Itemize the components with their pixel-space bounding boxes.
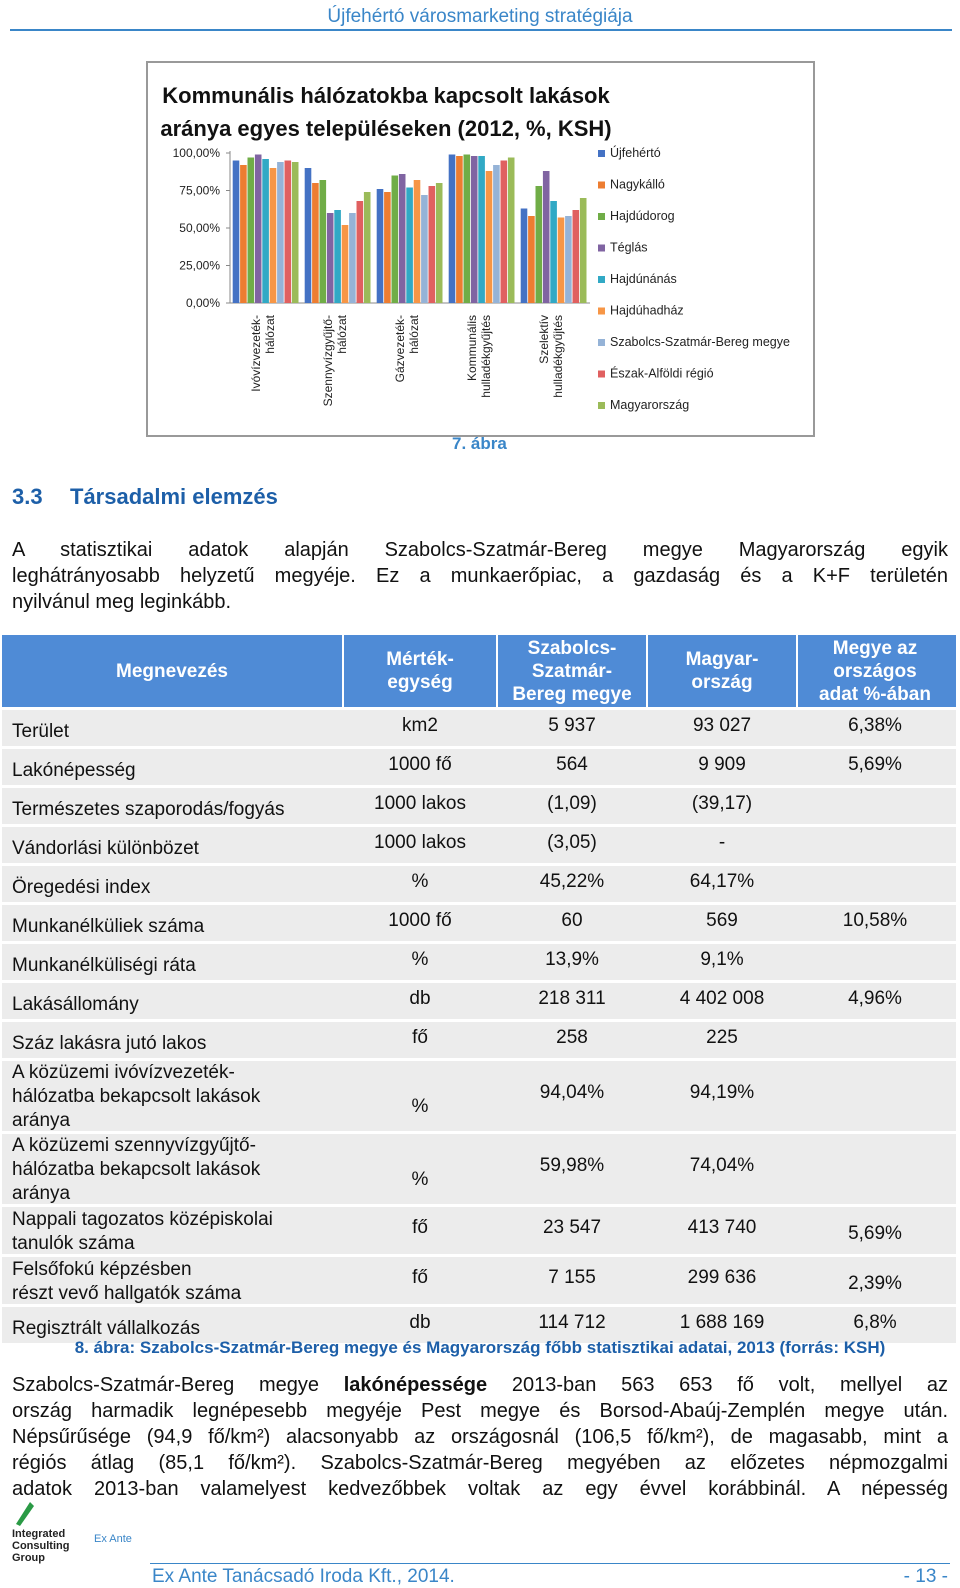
section-number: 3.3 — [12, 484, 43, 509]
bar-chart — [148, 63, 813, 435]
chart-bar — [305, 168, 312, 303]
table-row — [2, 1131, 956, 1204]
cell-unit: 1000 lakos — [374, 793, 466, 814]
cell-unit: % — [411, 1096, 429, 1117]
chart-bar — [248, 158, 255, 304]
paragraph-line: A statisztikai adatok alapján Szabolcs-Szatmár-Bereg megye Magyarország egyik — [12, 539, 948, 561]
table-caption: 8. ábra: Szabolcs-Szatmár-Bereg megye és Magyarország főbb statisztikai adatai, 2013 (forrás: KSH) — [74, 1338, 886, 1357]
chart-bar — [414, 180, 421, 303]
chart-bar — [255, 155, 262, 304]
chart-bar — [384, 192, 391, 303]
chart-bar — [573, 210, 580, 303]
chart-bar — [501, 161, 508, 304]
legend-label: Szabolcs-Szatmár-Bereg megye — [610, 335, 790, 349]
x-category-label: hulladékgyűjtés — [551, 315, 565, 398]
table-row — [2, 863, 956, 902]
legend-swatch — [598, 245, 605, 252]
row-label: Felsőfokú képzésben részt vevő hallgatók száma — [12, 1258, 242, 1304]
section-heading — [12, 484, 278, 510]
paragraph-line: Szabolcs-Szatmár-Bereg megye lakónépessége 2013-ban 563 653 fő volt, mellyel az — [12, 1374, 949, 1396]
chart-bar — [334, 210, 341, 303]
table-row — [2, 707, 956, 746]
cell-unit: % — [411, 871, 429, 892]
chart-bar — [270, 168, 277, 303]
chart-bar — [392, 176, 399, 304]
cell-country: 93 027 — [692, 715, 752, 736]
chart-bar — [349, 213, 356, 303]
chart-bar — [233, 161, 240, 304]
x-category-label: Szelektív — [537, 315, 551, 364]
cell-unit: 1000 lakos — [374, 832, 466, 853]
chart-frame — [146, 61, 815, 437]
cell-country: 9 909 — [698, 754, 746, 775]
row-label: Regisztrált vállalkozás — [12, 1318, 200, 1339]
y-tick-label: 0,00% — [185, 296, 220, 310]
chart-bar — [471, 156, 478, 303]
row-label: Természetes szaporodás/fogyás — [12, 799, 285, 820]
x-category-label: hálózat — [407, 315, 421, 354]
cell-county: 564 — [556, 754, 588, 775]
logo-partner: Ex Ante — [94, 1533, 132, 1545]
cell-county: 114 712 — [538, 1312, 606, 1333]
legend-swatch — [598, 402, 605, 409]
chart-bar — [277, 162, 284, 303]
header-rule — [10, 29, 952, 31]
cell-county: 23 547 — [542, 1216, 602, 1238]
cell-country: - — [718, 832, 726, 853]
cell-county: 218 311 — [538, 988, 606, 1009]
table-row — [2, 941, 956, 980]
logo-mark-icon — [12, 1498, 52, 1528]
chart-bar — [262, 159, 269, 303]
table-row — [2, 980, 956, 1019]
cell-country: (39,17) — [691, 793, 753, 814]
running-header: Újfehértó városmarketing stratégiája — [327, 6, 633, 27]
cell-share: 6,38% — [848, 715, 902, 736]
chart-bar — [528, 216, 535, 303]
cell-county: 59,98% — [539, 1155, 605, 1176]
page-number: - 13 - — [903, 1566, 948, 1587]
table-row — [2, 746, 956, 785]
chart-bar — [399, 174, 406, 303]
cell-unit: % — [411, 1169, 429, 1190]
chart-bar — [429, 186, 436, 303]
section-title: Társadalmi elemzés — [70, 484, 278, 509]
cell-country: 9,1% — [700, 949, 744, 970]
cell-country: 94,19% — [689, 1082, 755, 1103]
chart-bar — [565, 216, 572, 303]
table-row — [2, 785, 956, 824]
cell-unit: fő — [412, 1266, 428, 1288]
row-label: Száz lakásra jutó lakos — [12, 1033, 207, 1054]
chart-title-line: Kommunális hálózatokba kapcsolt lakások — [162, 83, 610, 108]
header-unit: Mérték- egység — [344, 635, 498, 707]
paragraph-line: ország harmadik legnépesebb megyéje Pest megye és Borsod-Abaúj-Zemplén megye után. — [12, 1400, 948, 1422]
cell-share: 2,39% — [848, 1272, 902, 1294]
x-category-label: hálózat — [335, 315, 349, 354]
table-header-row — [2, 635, 956, 707]
chart-bar — [521, 209, 528, 304]
legend-swatch — [598, 339, 605, 346]
cell-county: (1,09) — [547, 793, 597, 814]
y-tick-label: 25,00% — [179, 258, 220, 273]
chart-bar — [342, 225, 349, 303]
cell-country: 225 — [706, 1027, 738, 1048]
statistics-table — [2, 635, 956, 1343]
paragraph-line: leghátrányosabb helyzetű megyéje. Ez a munkaerőpiac, a gazdaság és a K+F területén — [12, 565, 948, 587]
cell-county: 13,9% — [545, 949, 599, 970]
header-county: Szabolcs- Szatmár- Bereg megye — [498, 635, 648, 707]
cell-country: 569 — [706, 910, 738, 931]
x-category-label: Ivóvízvezeték- — [249, 315, 263, 392]
row-label: Lakónépesség — [12, 760, 136, 781]
chart-bar — [493, 165, 500, 303]
legend-swatch — [598, 276, 605, 283]
row-label: A közüzemi ivóvízvezeték- hálózatba bekapcsolt lakások aránya — [12, 1062, 261, 1131]
legend-swatch — [598, 371, 605, 378]
legend-label: Hajdúdorog — [610, 209, 675, 223]
x-category-label: hulladékgyűjtés — [479, 315, 493, 398]
legend-label: Újfehértó — [610, 146, 661, 160]
cell-share: 10,58% — [842, 910, 908, 931]
cell-share: 5,69% — [848, 754, 902, 775]
chart-bar — [449, 155, 456, 304]
cell-country: 299 636 — [687, 1266, 757, 1288]
cell-country: 64,17% — [689, 871, 755, 892]
legend-swatch — [598, 308, 605, 315]
legend-label: Hajdúhadház — [610, 303, 684, 318]
chart-bar — [292, 162, 299, 303]
row-label: Vándorlási különbözet — [12, 838, 199, 859]
cell-county: 94,04% — [539, 1082, 605, 1103]
legend-swatch — [598, 182, 605, 189]
x-category-label: Gázvezeték- — [393, 315, 407, 383]
footer-rule — [150, 1563, 950, 1564]
chart-title-line: aránya egyes településeken (2012, %, KSH) — [160, 116, 612, 141]
row-label: Terület — [12, 721, 70, 742]
cell-county: 5 937 — [548, 715, 596, 736]
y-tick-label: 100,00% — [172, 146, 220, 160]
cell-unit: db — [409, 1312, 431, 1333]
cell-unit: 1000 fő — [388, 910, 452, 931]
cell-unit: db — [409, 988, 431, 1009]
paragraph-line: régiós átlag (85,1 fő/km²). Szabolcs-Szatmár-Bereg megyében az előzetes népmozgalmi — [12, 1452, 948, 1474]
logo-text: Integrated Consulting Group — [12, 1528, 70, 1564]
figure-caption: 7. ábra — [452, 434, 507, 453]
x-category-label: Szennyvízgyűjtő- — [321, 315, 335, 407]
table-row — [2, 902, 956, 941]
chart-bar — [357, 201, 364, 303]
bold-term: lakónépessége — [343, 1374, 488, 1396]
body-paragraph — [12, 1372, 948, 1502]
legend-label: Nagykálló — [610, 177, 665, 192]
cell-county: (3,05) — [547, 832, 597, 853]
chart-bar — [478, 156, 485, 303]
chart-bar — [436, 183, 443, 303]
legend-label: Magyarország — [610, 398, 690, 412]
legend-label: Téglás — [610, 240, 648, 255]
table-row — [2, 824, 956, 863]
chart-bar — [285, 161, 292, 304]
table-body — [2, 707, 956, 1343]
legend-label: Észak-Alföldi régió — [610, 366, 714, 381]
table-row — [2, 1204, 956, 1254]
chart-bar — [543, 171, 550, 303]
company-logo — [12, 1498, 142, 1584]
cell-country: 413 740 — [687, 1216, 757, 1238]
chart-bar — [240, 165, 247, 303]
table-row — [2, 1019, 956, 1058]
paragraph-line: nyilvánul meg leginkább. — [12, 591, 232, 613]
cell-share: 4,96% — [848, 988, 902, 1009]
cell-county: 60 — [561, 910, 583, 931]
paragraph-line: Népsűrűsége (94,9 fő/km²) alacsonyabb az országosnál (106,5 fő/km²), de magasabb, mint a — [12, 1426, 948, 1448]
cell-county: 7 155 — [548, 1266, 596, 1288]
cell-county: 45,22% — [539, 871, 605, 892]
legend-label: Hajdúnánás — [610, 272, 677, 286]
y-tick-label: 75,00% — [179, 183, 220, 198]
chart-bar — [421, 195, 428, 303]
chart-bar — [377, 189, 384, 303]
table-row — [2, 1058, 956, 1131]
legend-swatch — [598, 213, 605, 220]
cell-county: 258 — [556, 1027, 588, 1048]
row-label: Nappali tagozatos középiskolai tanulók száma — [12, 1208, 273, 1254]
header-name: Megnevezés — [2, 635, 344, 707]
intro-paragraph — [12, 537, 948, 615]
cell-unit: 1000 fő — [388, 754, 452, 775]
cell-share: 6,8% — [853, 1312, 897, 1333]
y-tick-label: 50,00% — [179, 221, 220, 235]
cell-country: 1 688 169 — [679, 1312, 765, 1333]
chart-bar — [456, 156, 463, 303]
row-label: Munkanélküliek száma — [12, 916, 205, 937]
paragraph-line: adatok 2013-ban valamelyest kedvezőbbek voltak az egy évvel korábbinál. A népesség — [12, 1478, 948, 1500]
cell-share: 5,69% — [848, 1222, 902, 1244]
cell-unit: fő — [412, 1216, 428, 1238]
chart-bar — [464, 155, 471, 304]
cell-country: 74,04% — [689, 1155, 755, 1176]
chart-bar — [320, 180, 327, 303]
chart-bar — [364, 192, 371, 303]
chart-bar — [406, 188, 413, 304]
row-label: Munkanélküliségi ráta — [12, 955, 196, 976]
row-label: A közüzemi szennyvízgyűjtő- hálózatba bekapcsolt lakások aránya — [12, 1135, 261, 1204]
chart-bar — [536, 186, 543, 303]
chart-bar — [508, 158, 515, 304]
chart-bar — [312, 183, 319, 303]
x-category-label: hálózat — [263, 315, 277, 354]
cell-unit: km2 — [402, 715, 438, 736]
table-row — [2, 1254, 956, 1304]
header-share: Megye az országos adat %-ában — [819, 637, 931, 705]
chart-bar — [558, 218, 565, 304]
chart-bar — [580, 198, 587, 303]
cell-unit: fő — [412, 1027, 428, 1048]
chart-bar — [550, 201, 557, 303]
header-country: Magyar- ország — [648, 635, 798, 707]
legend-swatch — [598, 150, 605, 157]
footer-company: Ex Ante Tanácsadó Iroda Kft., 2014. — [152, 1566, 455, 1587]
row-label: Öregedési index — [12, 877, 151, 898]
chart-bar — [327, 213, 334, 303]
cell-unit: % — [411, 949, 429, 970]
x-category-label: Kommunális — [465, 315, 479, 382]
row-label: Lakásállomány — [12, 994, 139, 1015]
cell-country: 4 402 008 — [679, 988, 765, 1009]
chart-bar — [486, 171, 493, 303]
